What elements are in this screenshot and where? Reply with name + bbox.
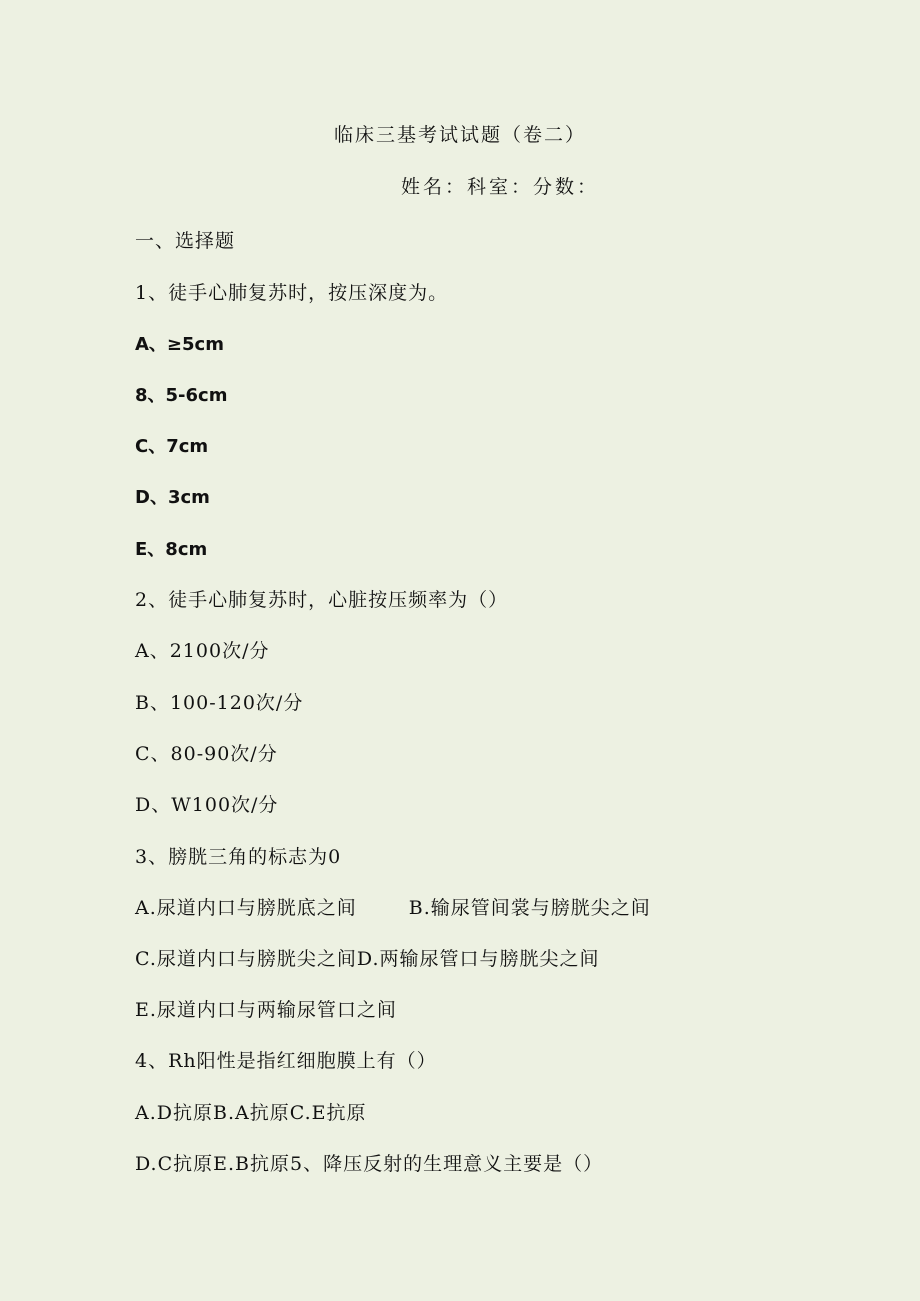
section-heading: 一、选择题 [135,230,236,252]
question-4-options-abc: A.D抗原B.A抗原C.E抗原 [135,1102,367,1124]
question-4-stem: 4、Rh阳性是指红细胞膜上有（） [135,1050,437,1072]
question-1-option-d: D、3cm [135,487,210,508]
document-title: 临床三基考试试题（卷二） [333,124,586,146]
question-1-option-a: A、≥5cm [135,334,224,355]
question-3-option-b: B.输尿管间裳与膀胱尖之间 [408,897,651,919]
question-2-option-d: D、W100次/分 [135,794,279,816]
question-2-option-c: C、80-90次/分 [135,743,278,765]
question-3-stem: 3、膀胱三角的标志为0 [135,846,342,868]
question-3-option-a: A.尿道内口与膀胱底之间 [135,897,357,919]
question-1-option-b: 8、5-6cm [135,385,228,406]
question-1-option-e: E、8cm [135,539,208,560]
question-3-options-cd: C.尿道内口与膀胱尖之间D.两输尿管口与膀胱尖之间 [135,948,600,970]
question-3-option-e: E.尿道内口与两输尿管口之间 [135,999,397,1021]
question-2-option-b: B、100-120次/分 [135,692,304,714]
question-1-stem: 1、徒手心肺复苏时，按压深度为。 [135,282,449,304]
question-4-options-de-question-5: D.C抗原E.B抗原5、降压反射的生理意义主要是（） [135,1153,604,1175]
question-1-option-c: C、7cm [135,436,209,457]
student-info-line: 姓名：科室：分数： [400,176,599,198]
question-2-stem: 2、徒手心肺复苏时，心脏按压频率为（） [135,589,509,611]
question-3-options-ab [135,893,651,920]
question-2-option-a: A、2100次/分 [135,640,270,662]
